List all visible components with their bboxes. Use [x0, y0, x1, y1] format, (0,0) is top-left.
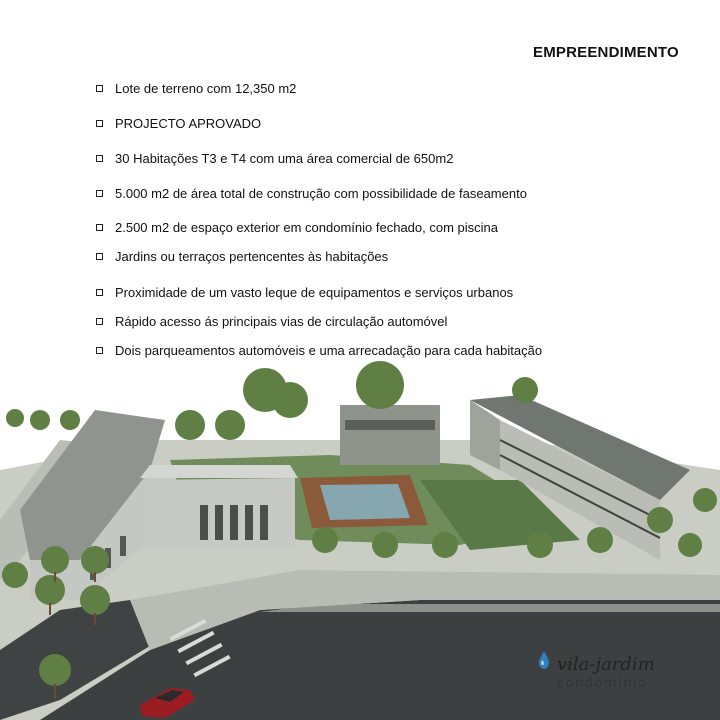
square-bullet-icon	[96, 347, 103, 354]
rear-block-band	[345, 420, 435, 430]
list-item-text: 30 Habitações T3 e T4 com uma área comercial de 650m2	[115, 151, 454, 166]
square-bullet-icon	[96, 85, 103, 92]
list-item	[96, 186, 527, 201]
front-block-roof	[140, 465, 298, 478]
list-item-text: 2.500 m2 de espaço exterior em condomínio fechado, com piscina	[115, 220, 498, 235]
list-item	[96, 81, 296, 96]
list-item-text: Jardins ou terraços pertencentes às habitações	[115, 249, 389, 264]
rear-block	[340, 405, 440, 465]
list-item-text: Rápido acesso ás principais vias de circulação automóvel	[115, 314, 448, 329]
logo-name: vila-jardim	[557, 654, 655, 675]
square-bullet-icon	[96, 318, 103, 325]
list-item	[96, 220, 498, 235]
pool	[320, 484, 410, 520]
logo-subtitle: condominio	[557, 676, 648, 691]
square-bullet-icon	[96, 253, 103, 260]
square-bullet-icon	[96, 224, 103, 231]
square-bullet-icon	[96, 155, 103, 162]
list-item	[96, 314, 447, 329]
list-item	[96, 116, 261, 131]
list-item	[96, 249, 388, 264]
square-bullet-icon	[96, 120, 103, 127]
list-item-text: Lote de terreno com 12,350 m2	[115, 81, 297, 96]
square-bullet-icon	[96, 289, 103, 296]
list-item-text: Dois parqueamentos automóveis e uma arrecadação para cada habitação	[115, 343, 543, 358]
list-item-text: 5.000 m2 de área total de construção com possibilidade de faseamento	[115, 186, 527, 201]
list-item-text: Proximidade de um vasto leque de equipamentos e serviços urbanos	[115, 285, 514, 300]
list-item	[96, 285, 513, 300]
water-drop-icon	[538, 650, 550, 670]
logo	[538, 648, 668, 696]
square-bullet-icon	[96, 190, 103, 197]
list-item	[96, 343, 542, 358]
list-item	[96, 151, 453, 166]
list-item-text: PROJECTO APROVADO	[115, 116, 262, 131]
page-title: EMPREENDIMENTO	[533, 44, 679, 61]
